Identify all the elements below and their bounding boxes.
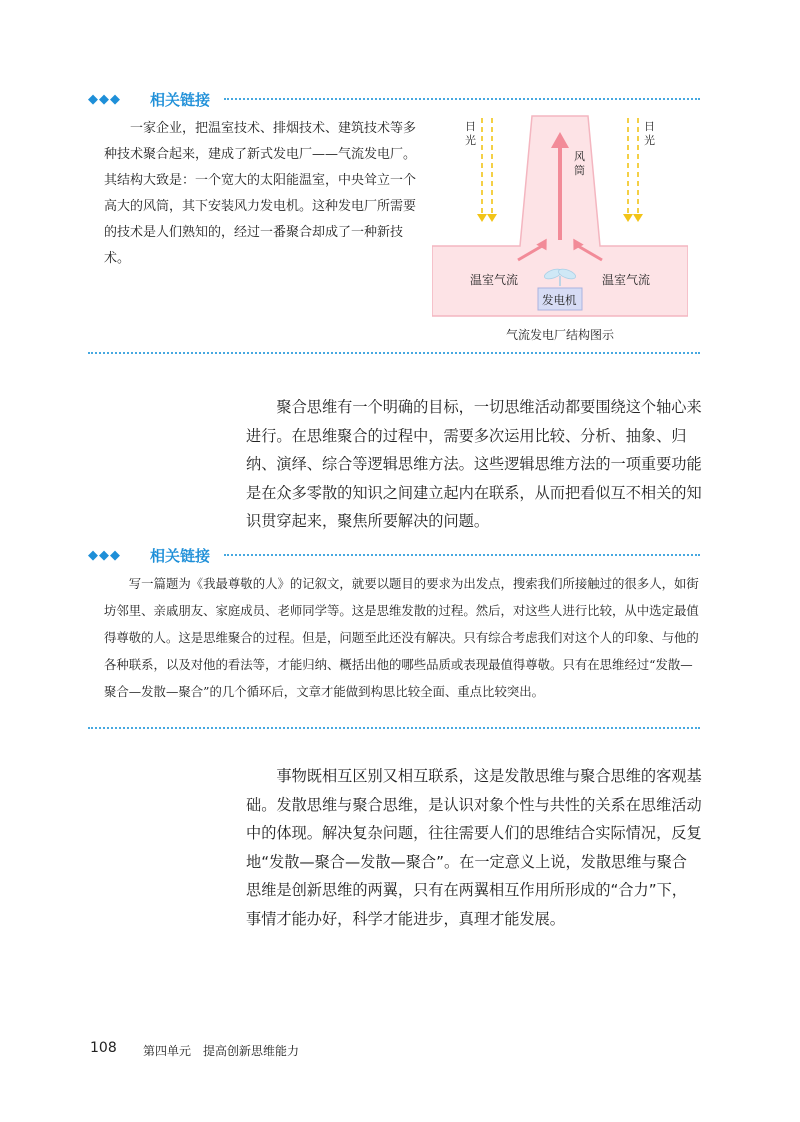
page-number: 108	[90, 1040, 117, 1056]
chimney-label: 筒	[574, 164, 585, 177]
dotted-divider	[224, 98, 700, 100]
sunlight-label-left: 光	[465, 134, 476, 147]
chimney-label: 风	[574, 150, 585, 163]
generator-label: 发电机	[542, 293, 577, 307]
sunlight-arrow-icon	[623, 214, 633, 222]
body-paragraph-1: 聚合思维有一个明确的目标，一切思维活动都要围绕这个轴心来进行。在思维聚合的过程中，需要多次运用比较、分析、抽象、归纳、演绎、综合等逻辑思维方法。这些逻辑思维方法的一项重要功能是在众多零散的知识之间建立起内在联系，从而把看似互不相关的知识贯穿起来，聚焦所要解决的问题。	[246, 398, 702, 530]
sunlight-arrow-icon	[487, 214, 497, 222]
footer-chapter: 提高创新思维能力	[203, 1044, 300, 1058]
related-link-text-2: 写一篇题为《我最尊敬的人》的记叙文，就要以题目的要求为出发点，搜索我们所接触过的很多人，如街坊邻里、亲戚朋友、家庭成员、老师同学等。这是思维发散的过程。然后，对这些人进行比较，从中选定最值得尊敬的人。这是思维聚合的过程。但是，问题至此还没有解决。只有综合考虑我们对这个人的印象、与他的各种联系，以及对他的看法等，才能归纳、概括出他的哪些品质或表现最值得尊敬。只有在思维经过“发散—聚合—发散—聚合”的几个循环后，文章才能做到构思比较全面、重点比较突出。	[104, 576, 699, 699]
body-paragraph-2: 事物既相互区别又相互联系，这是发散思维与聚合思维的客观基础。发散思维与聚合思维，是认识对象个性与共性的关系在思维活动中的体现。解决复杂问题，往往需要人们的思维结合实际情况，反复地“发散—聚合—发散—聚合”。在一定意义上说，发散思维与聚合思维是创新思维的两翼，只有在两翼相互作用所形成的“合力”下，事情才能办好，科学才能进步，真理才能发展。	[246, 767, 702, 928]
dotted-divider	[224, 554, 700, 556]
dotted-divider	[88, 727, 700, 729]
related-link-header-1	[88, 89, 700, 111]
sunlight-label-right: 日	[644, 120, 655, 133]
diamond-bullets-icon: ◆◆◆	[88, 548, 121, 563]
dotted-divider	[88, 352, 700, 354]
sunlight-label-right: 光	[644, 134, 655, 147]
sunlight-arrow-icon	[633, 214, 643, 222]
greenhouse-airflow-label-left: 温室气流	[470, 273, 519, 287]
greenhouse-airflow-label-right: 温室气流	[602, 273, 651, 287]
diamond-bullets-icon: ◆◆◆	[88, 92, 121, 107]
related-link-header-2	[88, 545, 700, 567]
figure-caption: 气流发电厂结构图示	[505, 328, 614, 342]
sunlight-arrow-icon	[477, 214, 487, 222]
related-link-title-2: 相关链接	[150, 547, 211, 565]
footer-unit: 第四单元	[143, 1044, 192, 1058]
sunlight-label-left: 日	[465, 120, 476, 133]
airflow-power-plant-diagram	[432, 110, 688, 320]
related-link-text-1: 一家企业，把温室技术、排烟技术、建筑技术等多种技术聚合起来，建成了新式发电厂——气流发电厂。其结构大致是：一个宽大的太阳能温室，中央耸立一个高大的风筒，其下安装风力发电机。这种发电厂所需要的技术是人们熟知的，经过一番聚合却成了一种新技术。	[104, 121, 417, 266]
related-link-title-1: 相关链接	[150, 91, 211, 109]
